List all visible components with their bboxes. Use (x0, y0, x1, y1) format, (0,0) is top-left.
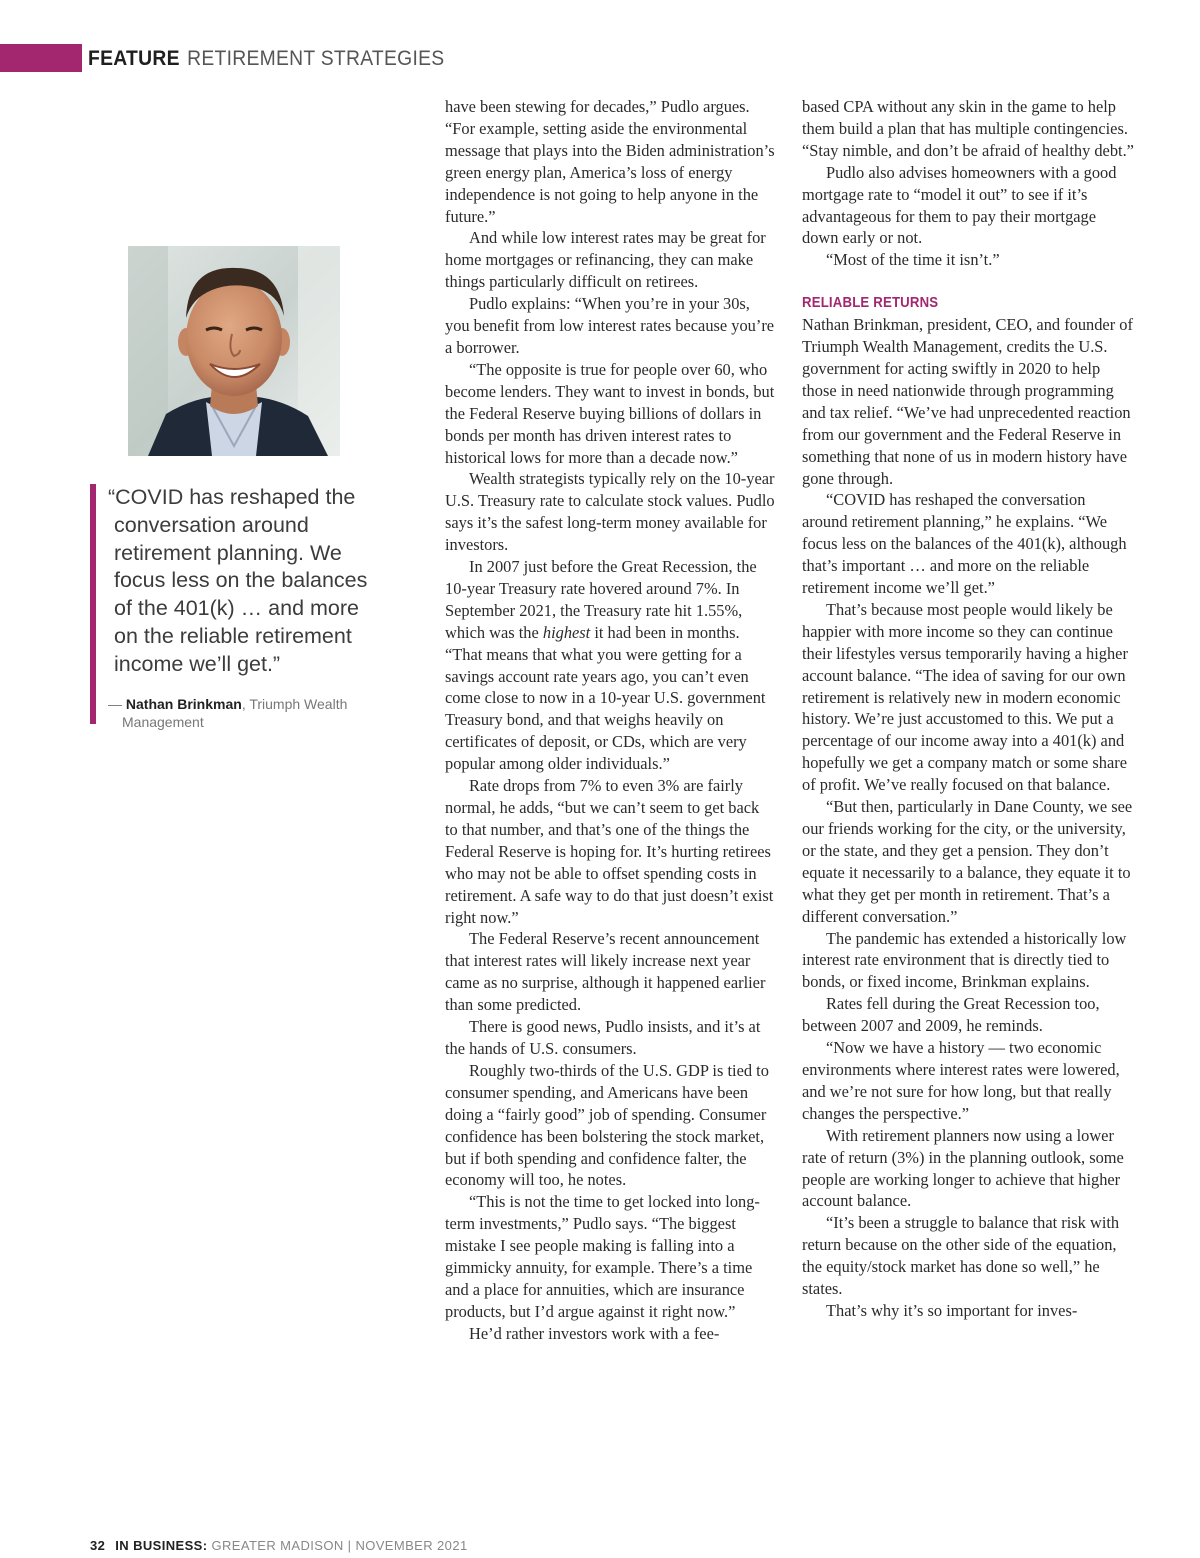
paragraph: Roughly two-thirds of the U.S. GDP is tied to consumer spending, and Americans have been doing a “fairly good” job of spending. Consumer confidence has been bolstering the stock market, but if both spending and confidence falter, the economy will too, he notes. (445, 1060, 769, 1190)
page-number: 32 (90, 1538, 106, 1553)
paragraph: “But then, particularly in Dane County, we see our friends working for the city, or the university, or the state, and they get a pension. They don’t equate it necessarily to a balance, they equate it to what they get per month in retirement. That’s a different conversation.” (802, 797, 1133, 926)
header-accent-bar (0, 44, 82, 72)
edition-info: GREATER MADISON | NOVEMBER 2021 (207, 1538, 468, 1553)
body-column-2 (802, 96, 1134, 1322)
paragraph: Nathan Brinkman, president, CEO, and founder of Triumph Wealth Management, credits the U.S. government for acting swiftly in 2020 to help those in need nationwide through programming and tax relief. “We’ve had unprecedented reaction from our government and the Federal Reserve in something that none of us in modern history have gone through. (802, 315, 1133, 488)
paragraph: The pandemic has extended a historically low interest rate environment that is directly tied to bonds, or fixed income, Brinkman explains. (802, 928, 1127, 992)
section-header (88, 44, 444, 72)
attribution-affiliation: , Triumph Wealth Management (122, 695, 348, 730)
paragraph: Wealth strategists typically rely on the 10-year U.S. Treasury rate to calculate stock values. Pudlo says it’s the safest long-term money available for investors. (445, 469, 775, 555)
paragraph: “Now we have a history — two economic environments where interest rates were lowered, and we’re not sure for how long, but that really changes the perspective.” (802, 1038, 1120, 1123)
portrait-photo (128, 246, 340, 456)
paragraph: That’s why it’s so important for inves- (826, 1300, 1078, 1320)
paragraph: He’d rather investors work with a fee- (469, 1323, 720, 1343)
pull-quote (90, 484, 380, 730)
subheading: RELIABLE RETURNS (802, 294, 939, 312)
paragraph-text: In 2007 just before the Great Recession, the 10-year Treasury rate hovered around 7%. In September 2021, the Treasury rate hit 1.55%, which was the (445, 557, 757, 642)
attribution-name: Nathan Brinkman (125, 695, 242, 712)
page-footer (90, 1538, 468, 1554)
paragraph: “The opposite is true for people over 60, who become lenders. They want to invest in bonds, but the Federal Reserve buying billions of dollars in bonds per month has driven interest rates to historical lows for more than a decade now.” (445, 359, 775, 467)
paragraph: Pudlo also advises homeowners with a good mortgage rate to “model it out” to see if it’s advantageous for them to pay their mortgage down early or not. (802, 162, 1117, 248)
paragraph: Rate drops from 7% to even 3% are fairly normal, he adds, “but we can’t seem to get back to that number, and that’s one of the things the Federal Reserve is hoping for. It’s hurting retirees who may not be able to offset spending costs in retirement. A safe way to do that just doesn’t exist right now.” (445, 776, 774, 927)
paragraph: With retirement planners now using a lower rate of return (3%) in the planning outlook, some people are working longer to achieve that higher account balance. (802, 1125, 1124, 1211)
emphasis-text: highest (542, 622, 591, 642)
pull-quote-text: “COVID has reshaped the conversation around retirement planning. We focus less on the balances of the 401(k) … and more on the reliable retirement income we’ll get.” (108, 485, 368, 676)
pull-quote-attribution (108, 695, 380, 731)
publication-name: IN BUSINESS: (115, 1538, 208, 1553)
paragraph: based CPA without any skin in the game to help them build a plan that has multiple contingencies. “Stay nimble, and don’t be afraid of healthy debt.” (802, 97, 1134, 160)
body-column-1 (445, 96, 775, 1345)
paragraph: “COVID has reshaped the conversation around retirement planning,” he explains. “We focus less on the balances of the 401(k), although that’s important … and more on the reliable retirement income we’ll get.” (802, 490, 1127, 598)
paragraph: That’s because most people would likely be happier with more income so they can continue their lifestyles versus temporarily having a higher account balance. “The idea of saving for our own retirement is relatively new in modern economic history. We’re just accustomed to this. We put a percentage of our income away into a 401(k) and hopefully we get a company match or some share of profit. We’ve really focused on that balance. (802, 599, 1128, 795)
paragraph-text: it had been in months. “That means that what you were getting for a savings account rate years ago, you can’t even come close to now in a 10-year U.S. government Treasury bond, and that weighs heavily on certificates of deposit, or CDs, which are very popular among older individuals.” (445, 622, 766, 774)
attribution-dash: — (108, 695, 126, 712)
paragraph: Pudlo explains: “When you’re in your 30s, you benefit from low interest rates because you’re a borrower. (445, 294, 775, 357)
paragraph: The Federal Reserve’s recent announcement that interest rates will likely increase next year came as no surprise, although it happened earlier than some predicted. (445, 929, 766, 1015)
paragraph (445, 556, 775, 775)
paragraph: And while low interest rates may be great for home mortgages or refinancing, they can make things particularly difficult on retirees. (445, 228, 766, 292)
paragraph: have been stewing for decades,” Pudlo argues. “For example, setting aside the environmental message that plays into the Biden administration’s green energy plan, America’s loss of energy independence is not going to help anyone in the future.” (445, 97, 775, 226)
header-section: RETIREMENT STRATEGIES (187, 47, 445, 70)
paragraph: “Most of the time it isn’t.” (826, 250, 1000, 270)
paragraph: There is good news, Pudlo insists, and it’s at the hands of U.S. consumers. (445, 1017, 761, 1058)
paragraph: “This is not the time to get locked into long-term investments,” Pudlo says. “The biggest mistake I see people making is falling into a gimmicky annuity, for example. There’s a time and a place for annuities, which are insurance products, but I’d argue against it right now.” (445, 1192, 760, 1321)
paragraph: Rates fell during the Great Recession too, between 2007 and 2009, he reminds. (802, 994, 1100, 1036)
paragraph: “It’s been a struggle to balance that risk with return because on the other side of the equation, the equity/stock market has done so well,” he states. (802, 1213, 1120, 1299)
header-kicker: FEATURE (88, 47, 180, 70)
